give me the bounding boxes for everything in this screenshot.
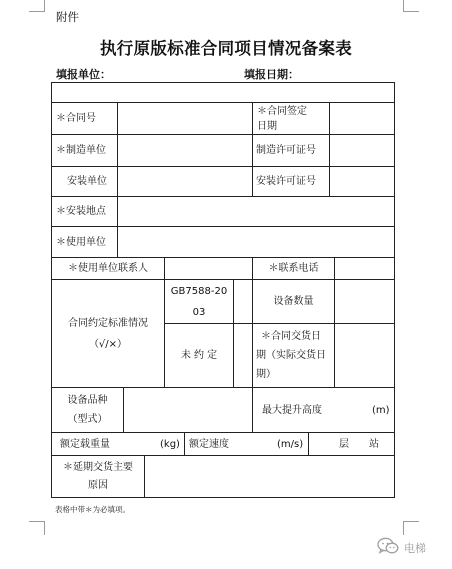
contract-standard-label: [52, 280, 164, 387]
device-type-field[interactable]: [124, 388, 252, 432]
gb7588-label-line1: GB7588-20: [170, 285, 228, 297]
required-footnote: 表格中带＊为必填项。: [55, 505, 130, 514]
crop-mark-bottom-left-v: [44, 521, 45, 535]
sign-date-field[interactable]: [330, 103, 394, 134]
delay-reason-field[interactable]: [145, 456, 394, 497]
undecided-label: 未 约 定: [180, 350, 218, 361]
rated-speed-field[interactable]: [239, 433, 277, 455]
document-title: 执行原版标准合同项目情况备案表: [100, 39, 352, 58]
manufacturer-label: ＊制造单位: [56, 145, 106, 156]
filler-date-label: 填报日期：: [244, 68, 299, 81]
device-type-label: [52, 388, 123, 432]
delivery-date-label-line2: 期（实际交货日: [256, 350, 326, 361]
max-height-unit: (m): [372, 404, 390, 416]
rated-speed-label: 额定速度: [189, 438, 229, 450]
delay-reason-label: [52, 456, 144, 497]
device-count-label: 设备数量: [273, 296, 314, 307]
crop-mark-bottom-right-v: [403, 521, 404, 535]
device-type-label-line1: 设备品种: [67, 395, 108, 406]
contract-number-field[interactable]: [118, 103, 252, 134]
delivery-date-label: [256, 324, 334, 387]
undecided-check-field[interactable]: [234, 324, 252, 387]
gb7588-label-line2: 03: [192, 306, 206, 318]
installer-label: 安装单位: [67, 176, 107, 187]
rated-load-label: 额定载重量: [60, 438, 110, 450]
wechat-icon: [377, 537, 399, 558]
delay-reason-label-line2: 原因: [88, 479, 108, 491]
delivery-date-field[interactable]: [335, 324, 394, 387]
device-type-label-line2: （型式）: [67, 414, 108, 425]
install-license-field[interactable]: [330, 167, 394, 196]
filler-info-field[interactable]: [52, 83, 394, 102]
attachment-label: 附件: [56, 10, 79, 24]
crop-mark-bottom-left-h: [29, 521, 45, 522]
contract-standard-label-line2: （√/×）: [88, 338, 128, 350]
device-count-field[interactable]: [335, 280, 394, 323]
install-license-label: 安装许可证号: [256, 176, 316, 187]
crop-mark-top-right-h: [403, 11, 419, 12]
gb7588-label: [165, 280, 233, 323]
floors-field[interactable]: [309, 433, 339, 455]
contact-phone-label: ＊联系电话: [268, 263, 319, 274]
delivery-date-label-line3: 期）: [256, 369, 276, 380]
watermark: [377, 537, 426, 558]
contact-phone-field[interactable]: [335, 258, 394, 279]
delay-reason-label-line1: ＊延期交货主要: [63, 461, 133, 473]
user-contact-label: ＊使用单位联系人: [68, 263, 148, 274]
install-site-label: ＊安装地点: [56, 206, 106, 217]
delivery-date-label-line1: ＊合同交货日: [261, 331, 321, 342]
manufacture-license-field[interactable]: [330, 135, 394, 166]
installer-field[interactable]: [118, 167, 252, 196]
max-height-label: 最大提升高度: [262, 404, 322, 416]
contract-number-label: ＊合同号: [56, 113, 96, 124]
floors-label: 层 站: [339, 438, 379, 450]
manufacturer-field[interactable]: [118, 135, 252, 166]
filler-unit-label: 填报单位：: [56, 68, 111, 81]
manufacture-license-label: 制造许可证号: [256, 145, 316, 156]
crop-mark-bottom-right-h: [403, 521, 419, 522]
sign-date-label: [253, 103, 329, 134]
rated-load-unit: (kg): [160, 438, 180, 450]
watermark-text: 电梯: [404, 541, 426, 555]
gb7588-check-field[interactable]: [234, 280, 252, 323]
user-contact-field[interactable]: [165, 258, 252, 279]
install-site-field[interactable]: [118, 197, 394, 226]
user-unit-field[interactable]: [118, 227, 394, 257]
crop-mark-top-left-h: [29, 11, 45, 12]
sign-date-label-line2: 日期: [257, 120, 277, 132]
contract-standard-label-line1: 合同约定标准情况: [68, 317, 148, 329]
sign-date-label-line1: ＊合同签定: [257, 105, 307, 117]
rated-speed-unit: (m/s): [277, 438, 304, 450]
user-unit-label: ＊使用单位: [56, 236, 106, 248]
rated-load-field[interactable]: [120, 433, 158, 455]
max-height-field[interactable]: [342, 388, 370, 432]
